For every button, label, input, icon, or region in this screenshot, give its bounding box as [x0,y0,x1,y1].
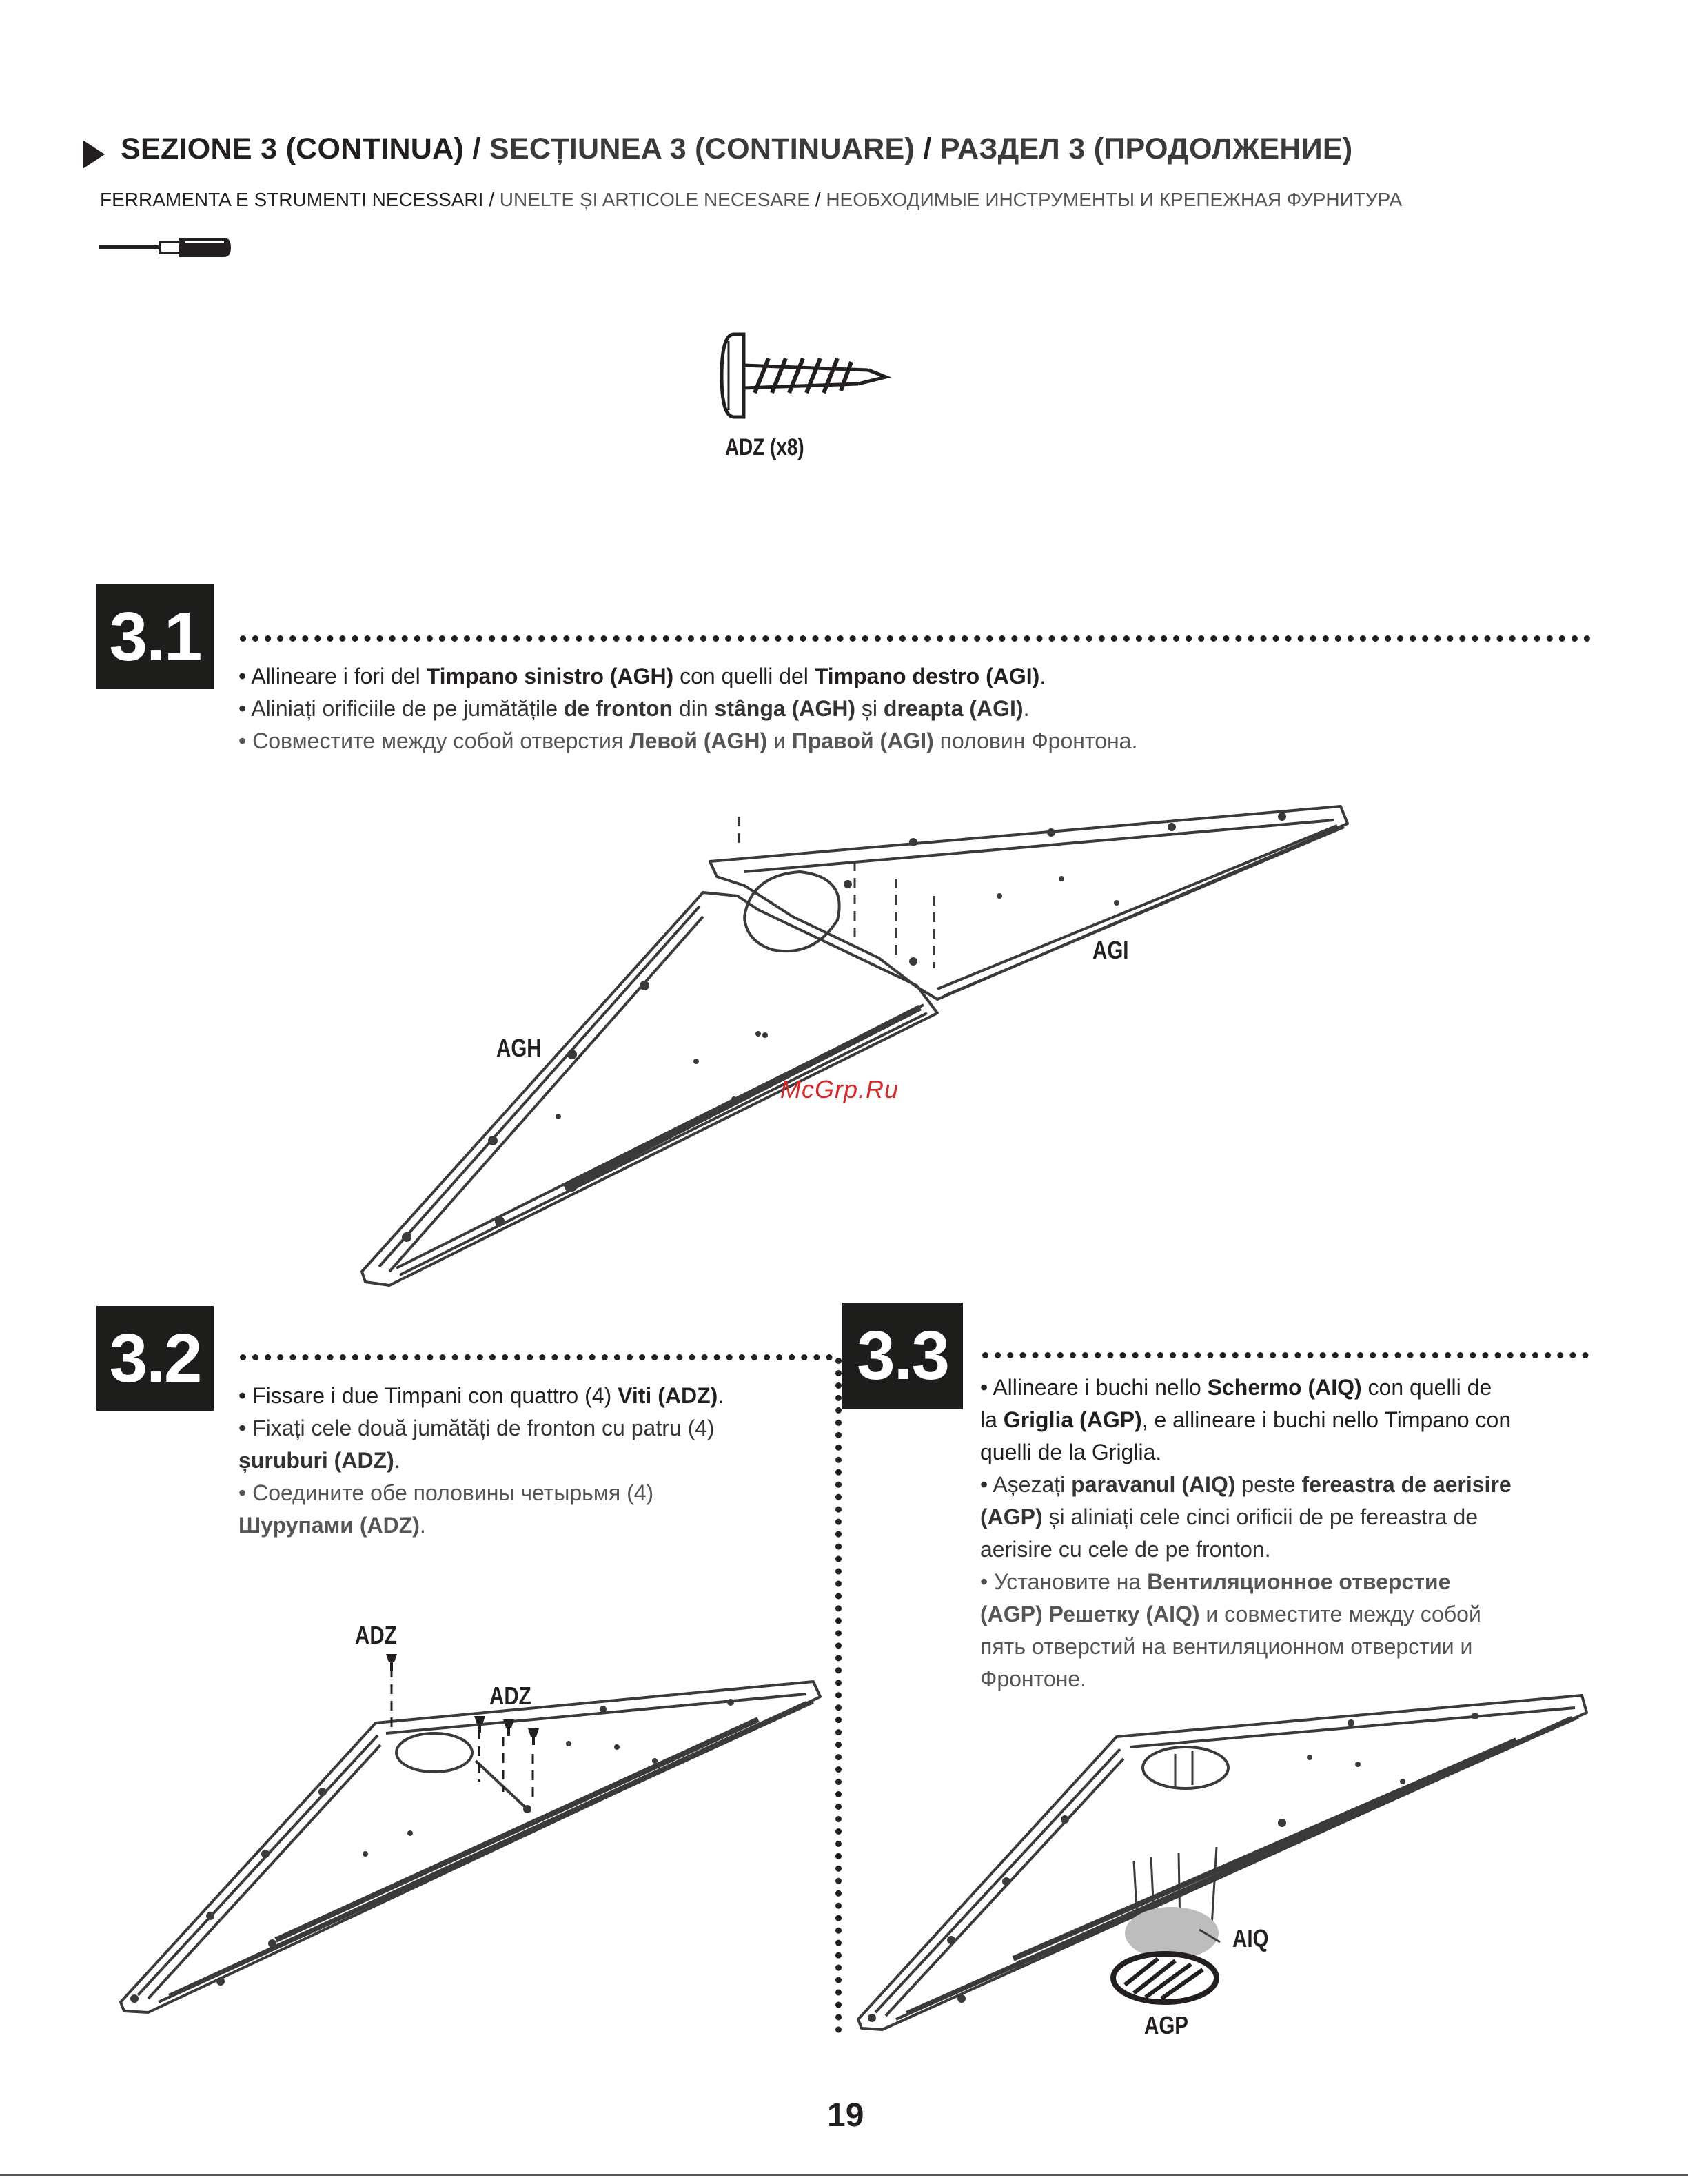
text: . [1039,664,1046,688]
text: Schermo (AIQ) [1207,1375,1362,1400]
text: половин Фронтона. [933,728,1138,753]
text: Viti (ADZ) [618,1383,718,1408]
title-separator: / [472,132,481,165]
text: din [673,696,715,721]
step-number: 3.1 [109,598,201,675]
title-separator: / [923,132,932,165]
step-number: 3.2 [109,1319,201,1397]
text: (AGP) Решетку (AIQ) [980,1602,1200,1626]
text: . [394,1448,400,1473]
title-ro: SECȚIUNEA 3 (CONTINUARE) [489,132,915,165]
screw-label: ADZ (x8) [725,434,804,460]
text: • Allineare i fori del [238,664,427,688]
text: Вентиляционное отверстие [1147,1569,1451,1594]
text: Griglia (AGP) [1003,1407,1142,1432]
text: • Așezați [980,1472,1072,1497]
text: Правой (AGI) [791,728,934,753]
text: и совместите между собой [1199,1602,1481,1626]
text: и [767,728,792,753]
tools-separator: / [815,189,821,210]
text: la [980,1407,1004,1432]
watermark: McGrp.Ru [780,1075,899,1103]
text: peste [1235,1472,1302,1497]
text: de fronton [563,696,673,721]
text: paravanul (AIQ) [1071,1472,1236,1497]
title-ru: РАЗДЕЛ 3 (ПРОДОЛЖЕНИЕ) [939,132,1353,165]
text: . [718,1383,724,1408]
text: • Aliniați orificiile de pe jumătățile [238,696,564,721]
bottom-rule [0,2174,1688,2176]
text: (AGP) [980,1504,1043,1529]
part-label-adz: ADZ [355,1621,397,1649]
text: Timpano destro (AGI) [814,664,1040,688]
text: Шурупами (ADZ) [238,1513,420,1538]
text: • Fixați cele două jumătăți de fronton cu patru (4) [238,1416,715,1440]
text: • Соедините обе половины четырьмя (4) [238,1480,654,1505]
text: stânga (AGH) [714,696,855,721]
tools-ru: НЕОБХОДИМЫЕ ИНСТРУМЕНТЫ И КРЕПЕЖНАЯ ФУРНИТУРА [826,189,1403,210]
text: • Установите на [980,1569,1148,1594]
text: . [1023,696,1030,721]
title-it: SEZIONE 3 (CONTINUA) [121,132,465,165]
text: , e allineare i buchi nello Timpano con [1141,1407,1512,1432]
text: con quelli del [673,664,815,688]
text: Левой (AGH) [629,728,768,753]
text: con quelli de [1361,1375,1492,1400]
text: fereastra de aerisire [1301,1472,1512,1497]
part-label-agh: AGH [496,1034,542,1062]
text: . [419,1513,426,1538]
tools-it: FERRAMENTA E STRUMENTI NECESSARI [100,189,484,210]
page-number: 19 [827,2097,864,2134]
text: dreapta (AGI) [883,696,1024,721]
text: Timpano sinistro (AGH) [426,664,674,688]
text: Фронтоне. [980,1666,1087,1691]
text: șuruburi (ADZ) [238,1448,394,1473]
part-label-agp: AGP [1144,2011,1188,2039]
tools-ro: UNELTE ȘI ARTICOLE NECESARE [499,189,810,210]
text: quelli de la Griglia. [980,1440,1162,1464]
text: • Allineare i buchi nello [980,1375,1208,1400]
part-label-agi: AGI [1092,936,1129,964]
grille-agp-shape [1113,1954,1217,2002]
part-label-adz: ADZ [489,1682,531,1710]
part-label-aiq: AIQ [1232,1924,1269,1952]
text: пять отверстий на вентиляционном отверстии и [980,1634,1473,1659]
text: aerisire cu cele de pe fronton. [980,1537,1271,1562]
text: • Совместите между собой отверстия [238,728,630,753]
text: și [855,696,884,721]
step-number: 3.3 [856,1317,948,1394]
text: • Fissare i due Timpani con quattro (4) [238,1383,618,1408]
text: și aliniați cele cinci orificii de pe fereastra de [1042,1504,1478,1529]
tools-separator: / [489,189,494,210]
